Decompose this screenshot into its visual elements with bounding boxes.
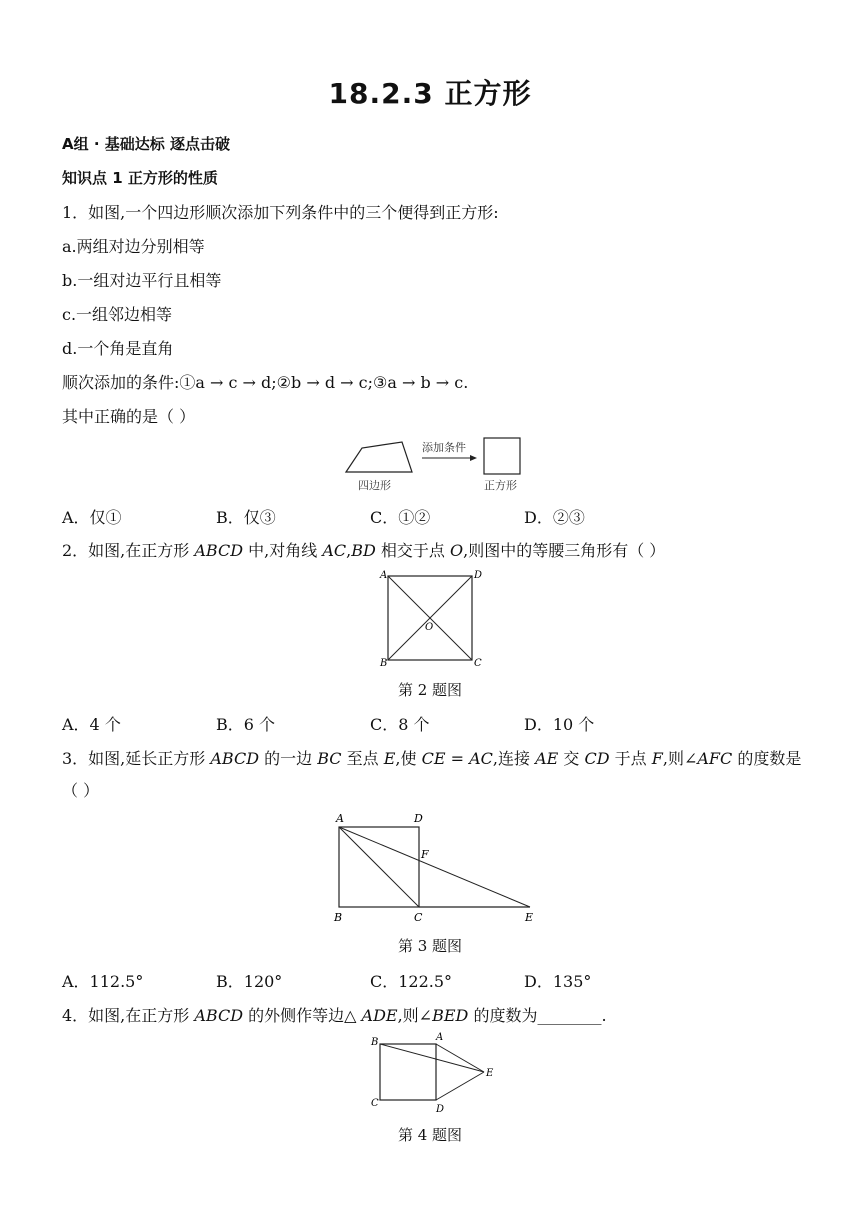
q3-label-c: C [414, 911, 423, 924]
q4-label-a: A [436, 1032, 444, 1043]
q2-option-a[interactable]: A．4 个 [62, 715, 121, 734]
q1-condition-a: a.两组对边分别相等 [62, 237, 205, 256]
arrow-head [470, 455, 477, 461]
q3-label-d: D [414, 812, 423, 825]
q2-option-d[interactable]: D．10 个 [524, 715, 595, 734]
q3-option-c[interactable]: C．122.5° [370, 972, 453, 991]
q1-option-b[interactable]: B．仅③ [216, 508, 276, 527]
segment-de [436, 1072, 484, 1100]
segment-ae [339, 827, 530, 907]
q1-order: 顺次添加的条件:①a → c → d;②b → d → c;③a → b → c. [62, 373, 469, 392]
q2-option-b[interactable]: B．6 个 [216, 715, 276, 734]
group-heading: A组 · 基础达标 逐点击破 [62, 135, 230, 153]
q3-option-b[interactable]: B．120° [216, 972, 283, 991]
q1-stem: 1．如图,一个四边形顺次添加下列条件中的三个便得到正方形: [62, 203, 499, 222]
q2-label-o: O [425, 622, 434, 633]
q1-figure [340, 432, 530, 494]
q1-left-label: 四边形 [358, 479, 391, 492]
q3-stem: 3．如图,延长正方形 ABCD 的一边 BC 至点 E,使 CE = AC,连接 AE 交 CD 于点 F,则∠AFC 的度数是 [62, 749, 802, 768]
q4-label-b: B [371, 1037, 379, 1048]
q2-label-b: B [380, 658, 388, 668]
q3-caption: 第 3 题图 [397, 937, 463, 955]
q1-condition-c: c.一组邻边相等 [62, 305, 173, 324]
q1-right-label: 正方形 [484, 479, 517, 492]
q3-figure [330, 808, 540, 926]
square-shape [484, 438, 520, 474]
q1-ask: 其中正确的是（ ） [62, 407, 196, 426]
segment-ac [339, 827, 419, 907]
q2-label-a: A [380, 570, 388, 581]
q1-option-a[interactable]: A．仅① [62, 508, 122, 527]
q4-label-e: E [486, 1068, 494, 1079]
q4-figure [366, 1030, 502, 1116]
q1-condition-d: d.一个角是直角 [62, 339, 174, 358]
q1-option-c[interactable]: C．①② [370, 508, 431, 527]
q4-label-d: D [436, 1104, 445, 1115]
section-heading: 知识点 1 正方形的性质 [62, 169, 218, 187]
q3-stem-bracket: （ ） [62, 781, 100, 800]
quadrilateral-shape [346, 442, 412, 472]
q2-figure [376, 566, 488, 668]
q2-label-d: D [474, 570, 483, 581]
q3-label-e: E [525, 911, 534, 924]
q2-stem: 2．如图,在正方形 ABCD 中,对角线 AC,BD 相交于点 O,则图中的等腰三角形有（ ） [62, 541, 666, 560]
page-title: 18.2.3 正方形 [328, 77, 532, 110]
segment-be [380, 1044, 484, 1072]
q3-label-b: B [334, 911, 343, 924]
q4-caption: 第 4 题图 [397, 1126, 463, 1144]
q1-option-d[interactable]: D．②③ [524, 508, 585, 527]
q1-condition-b: b.一组对边平行且相等 [62, 271, 222, 290]
q2-label-c: C [474, 658, 482, 668]
q4-label-c: C [371, 1098, 379, 1109]
q3-label-a: A [336, 812, 344, 825]
q2-option-c[interactable]: C．8 个 [370, 715, 430, 734]
square-abcd [380, 1044, 436, 1100]
q4-stem: 4．如图,在正方形 ABCD 的外侧作等边△ ADE,则∠BED 的度数为________. [62, 1006, 607, 1025]
q3-label-f: F [421, 848, 429, 861]
q1-arrow-label: 添加条件 [422, 441, 466, 454]
q3-option-a[interactable]: A．112.5° [62, 972, 144, 991]
segment-ae [436, 1044, 484, 1072]
q2-caption: 第 2 题图 [397, 681, 463, 699]
q3-option-d[interactable]: D．135° [524, 972, 592, 991]
